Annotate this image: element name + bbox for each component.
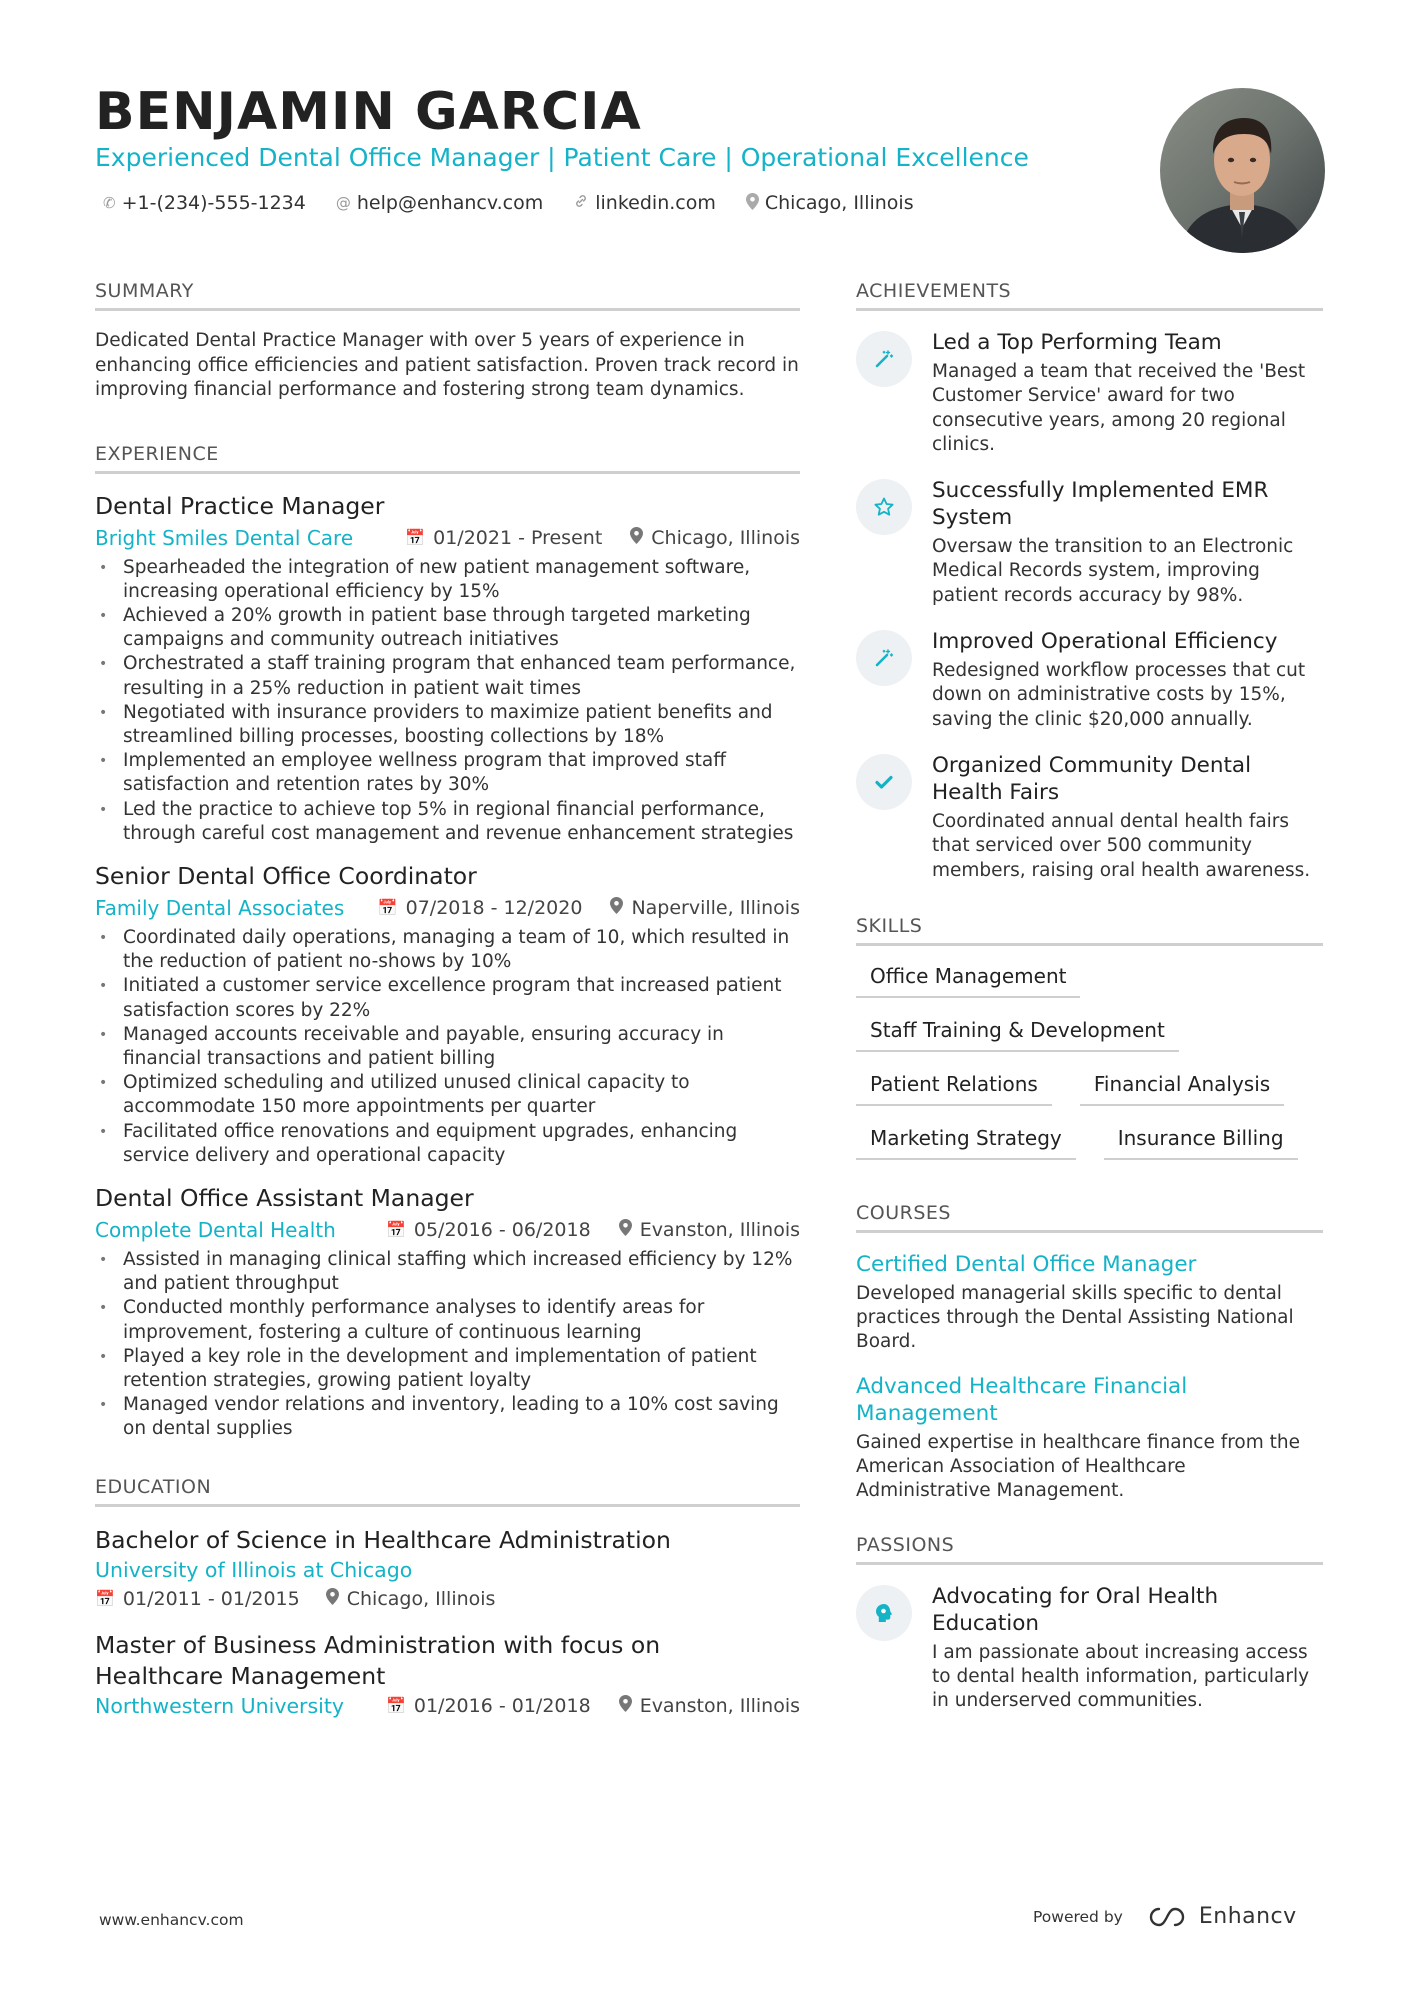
candidate-name: BENJAMIN GARCIA bbox=[95, 82, 642, 142]
location-pin-icon bbox=[619, 1219, 632, 1240]
location-pin-icon bbox=[746, 193, 759, 214]
contact-row bbox=[103, 192, 914, 214]
job-company: Family Dental Associates bbox=[95, 895, 345, 920]
job-location bbox=[610, 897, 800, 919]
achievements-heading: ACHIEVEMENTS bbox=[856, 280, 1323, 311]
contact-phone-text: +1-(234)-555-1234 bbox=[121, 192, 306, 214]
job-location bbox=[619, 1219, 800, 1241]
job-meta bbox=[95, 526, 800, 550]
job-item bbox=[95, 492, 800, 846]
education-location-text: Evanston, Illinois bbox=[639, 1694, 800, 1717]
job-item bbox=[95, 862, 800, 1168]
skills-row bbox=[856, 1018, 1323, 1052]
education-section bbox=[95, 1476, 800, 1718]
contact-phone[interactable] bbox=[103, 192, 306, 214]
job-bullet: • Managed vendor relations and inventory, leading to a 10% cost saving on dental supplies bbox=[95, 1393, 800, 1441]
job-location-text: Evanston, Illinois bbox=[639, 1218, 800, 1241]
achievement-description: Oversaw the transition to an Electronic Medical Records system, improving patient records accuracy by 98%. bbox=[932, 536, 1294, 606]
skill-tag: Insurance Billing bbox=[1104, 1126, 1298, 1160]
job-location-text: Chicago, Illinois bbox=[651, 526, 800, 549]
skill-tag: Office Management bbox=[856, 964, 1080, 998]
profile-photo bbox=[1160, 88, 1325, 253]
achievement-body bbox=[932, 329, 1323, 457]
job-bullet: • Conducted monthly performance analyses to identify areas for improvement, fostering a culture of continuous learning bbox=[95, 1296, 800, 1344]
achievement-title: Led a Top Performing Team bbox=[932, 330, 1222, 355]
job-date-text: 05/2016 - 06/2018 bbox=[413, 1218, 591, 1241]
job-date bbox=[405, 527, 602, 549]
magic-wand-icon bbox=[856, 630, 912, 686]
passions-section bbox=[856, 1534, 1323, 1714]
education-location bbox=[619, 1695, 800, 1717]
job-bullet: • Played a key role in the development and implementation of patient retention strategies, growing patient loyalty bbox=[95, 1345, 800, 1393]
experience-heading: EXPERIENCE bbox=[95, 443, 800, 474]
calendar-icon: 📅 bbox=[95, 1589, 115, 1609]
jobs-list bbox=[95, 492, 800, 1442]
job-company: Complete Dental Health bbox=[95, 1217, 336, 1242]
education-degree: Master of Business Administration with focus on Healthcare Management bbox=[95, 1630, 661, 1690]
achievement-item bbox=[856, 752, 1323, 883]
left-column bbox=[95, 280, 800, 1732]
job-date-text: 07/2018 - 12/2020 bbox=[405, 896, 583, 919]
achievements-section bbox=[856, 280, 1323, 883]
skills-list bbox=[856, 964, 1323, 1160]
education-heading: EDUCATION bbox=[95, 1476, 800, 1507]
calendar-icon: 📅 bbox=[385, 1220, 406, 1240]
passion-description: I am passionate about increasing access to dental health information, particularly in underserved communities. bbox=[932, 1641, 1310, 1712]
achievement-description: Managed a team that received the 'Best Customer Service' award for two consecutive years, among 20 regional clinics. bbox=[932, 361, 1306, 455]
brand-logo[interactable] bbox=[1147, 1904, 1297, 1929]
contact-linkedin[interactable] bbox=[573, 192, 716, 214]
job-bullet: • Facilitated office renovations and equipment upgrades, enhancing service delivery and operational capacity bbox=[95, 1120, 800, 1168]
education-item bbox=[95, 1630, 800, 1718]
achievements-list bbox=[856, 329, 1323, 883]
job-title: Dental Practice Manager bbox=[95, 491, 385, 520]
job-item bbox=[95, 1184, 800, 1442]
experience-section bbox=[95, 443, 800, 1442]
summary-section bbox=[95, 280, 800, 403]
footer-branding bbox=[1033, 1904, 1297, 1929]
calendar-icon: 📅 bbox=[385, 1696, 406, 1716]
brand-name: Enhancv bbox=[1198, 1904, 1297, 1929]
job-location-text: Naperville, Illinois bbox=[631, 896, 800, 919]
job-bullet: • Initiated a customer service excellence program that increased patient satisfaction scores by 22% bbox=[95, 974, 800, 1022]
contact-email-text: help@enhancv.com bbox=[356, 192, 544, 214]
skills-row bbox=[856, 1126, 1323, 1160]
courses-heading: COURSES bbox=[856, 1202, 1323, 1233]
achievement-item bbox=[856, 628, 1323, 732]
job-date-text: 01/2021 - Present bbox=[433, 526, 603, 549]
education-date bbox=[95, 1588, 300, 1610]
link-icon bbox=[573, 193, 589, 213]
job-meta bbox=[95, 1218, 800, 1242]
job-title: Senior Dental Office Coordinator bbox=[95, 861, 477, 890]
star-icon bbox=[856, 479, 912, 535]
achievement-title: Successfully Implemented EMR System bbox=[932, 478, 1269, 531]
job-bullet: • Achieved a 20% growth in patient base through targeted marketing campaigns and community outreach initiatives bbox=[95, 604, 800, 652]
job-bullet: • Spearheaded the integration of new patient management software, increasing operational efficiency by 15% bbox=[95, 556, 800, 604]
job-title: Dental Office Assistant Manager bbox=[95, 1183, 474, 1212]
achievement-item bbox=[856, 329, 1323, 457]
courses-section bbox=[856, 1202, 1323, 1504]
skills-heading: SKILLS bbox=[856, 915, 1323, 946]
job-bullet: • Implemented an employee wellness program that improved staff satisfaction and retention rates by 30% bbox=[95, 749, 800, 797]
job-bullets bbox=[95, 926, 800, 1168]
job-bullet: • Led the practice to achieve top 5% in regional financial performance, through careful cost management and revenue enhancement strategies bbox=[95, 798, 800, 846]
education-school: University of Illinois at Chicago bbox=[95, 1557, 413, 1582]
job-bullet: • Assisted in managing clinical staffing which increased efficiency by 12% and patient throughput bbox=[95, 1248, 800, 1296]
phone-icon: ✆ bbox=[103, 194, 116, 212]
summary-heading: SUMMARY bbox=[95, 280, 800, 311]
candidate-headline: Experienced Dental Office Manager | Patient Care | Operational Excellence bbox=[95, 143, 1029, 172]
skills-row bbox=[856, 964, 1323, 998]
job-bullet: • Orchestrated a staff training program that enhanced team performance, resulting in a 25% reduction in patient wait times bbox=[95, 652, 800, 700]
calendar-icon: 📅 bbox=[405, 528, 426, 547]
course-description: Developed managerial skills specific to dental practices through the Dental Assisting National Board. bbox=[856, 1282, 1294, 1353]
job-company: Bright Smiles Dental Care bbox=[95, 525, 354, 550]
course-title: Advanced Healthcare Financial Management bbox=[856, 1373, 1188, 1426]
location-pin-icon bbox=[619, 1695, 632, 1716]
achievement-item bbox=[856, 477, 1323, 608]
skills-row bbox=[856, 1072, 1323, 1106]
achievement-body bbox=[932, 628, 1323, 732]
powered-by-label: Powered by bbox=[1033, 1907, 1123, 1926]
magic-wand-icon bbox=[856, 331, 912, 387]
education-item bbox=[95, 1525, 800, 1610]
contact-linkedin-text: linkedin.com bbox=[595, 192, 716, 214]
education-school: Northwestern University bbox=[95, 1693, 345, 1718]
job-bullets bbox=[95, 1248, 800, 1442]
right-column bbox=[856, 280, 1323, 1734]
job-bullet: • Optimized scheduling and utilized unused clinical capacity to accommodate 150 more appointments per quarter bbox=[95, 1071, 800, 1119]
calendar-icon: 📅 bbox=[377, 898, 398, 918]
achievement-title: Improved Operational Efficiency bbox=[932, 629, 1278, 655]
summary-text: Dedicated Dental Practice Manager with over 5 years of experience in enhancing office efficiencies and patient satisfaction. Proven track record in improving financial performance and fostering strong team dynamics. bbox=[95, 330, 799, 400]
education-meta bbox=[95, 1694, 800, 1718]
at-icon: @ bbox=[335, 194, 351, 212]
contact-location-text: Chicago, Illinois bbox=[764, 192, 914, 214]
passion-item bbox=[856, 1583, 1323, 1714]
job-location bbox=[630, 527, 800, 549]
brain-head-icon bbox=[856, 1585, 912, 1641]
skill-tag: Financial Analysis bbox=[1080, 1072, 1284, 1106]
achievement-body bbox=[932, 752, 1323, 883]
contact-location bbox=[746, 192, 914, 214]
skills-section bbox=[856, 915, 1323, 1160]
achievement-body bbox=[932, 477, 1323, 608]
education-meta bbox=[95, 1588, 800, 1610]
education-date bbox=[386, 1695, 591, 1717]
job-date bbox=[386, 1219, 591, 1241]
job-bullet: • Negotiated with insurance providers to maximize patient benefits and streamlined billing processes, boosting collections by 18% bbox=[95, 701, 800, 749]
footer-website[interactable]: www.enhancv.com bbox=[99, 1911, 244, 1929]
course-item bbox=[856, 1251, 1323, 1355]
education-degree: Bachelor of Science in Healthcare Administration bbox=[95, 1525, 671, 1554]
skill-tag: Staff Training & Development bbox=[856, 1018, 1179, 1052]
achievement-description: Redesigned workflow processes that cut down on administrative costs by 15%, saving the clinic $20,000 annually. bbox=[932, 660, 1306, 730]
achievement-description: Coordinated annual dental health fairs that serviced over 500 community members, raising oral health awareness. bbox=[932, 810, 1311, 881]
job-meta bbox=[95, 896, 800, 920]
course-item bbox=[856, 1373, 1323, 1504]
education-location-text: Chicago, Illinois bbox=[346, 1587, 496, 1610]
checkmark-icon bbox=[856, 754, 912, 810]
passions-heading: PASSIONS bbox=[856, 1534, 1323, 1565]
contact-email[interactable] bbox=[336, 192, 543, 214]
location-pin-icon bbox=[326, 1588, 339, 1609]
education-date-text: 01/2011 - 01/2015 bbox=[122, 1587, 300, 1610]
passion-title: Advocating for Oral Health Education bbox=[932, 1583, 1219, 1636]
location-pin-icon bbox=[610, 897, 623, 918]
course-description: Gained expertise in healthcare finance from the American Association of Healthcare Administrative Management. bbox=[856, 1431, 1301, 1502]
job-bullets bbox=[95, 556, 800, 846]
job-bullet: • Coordinated daily operations, managing a team of 10, which resulted in the reduction of patient no-shows by 10% bbox=[95, 926, 800, 974]
job-date bbox=[378, 897, 583, 919]
education-location bbox=[326, 1588, 496, 1610]
skill-tag: Patient Relations bbox=[856, 1072, 1052, 1106]
enhancv-logo-icon bbox=[1147, 1905, 1193, 1929]
education-date-text: 01/2016 - 01/2018 bbox=[413, 1694, 591, 1717]
achievement-title: Organized Community Dental Health Fairs bbox=[932, 752, 1252, 805]
passion-body bbox=[932, 1583, 1323, 1714]
skill-tag: Marketing Strategy bbox=[856, 1126, 1076, 1160]
location-pin-icon bbox=[630, 527, 643, 548]
job-bullet: • Managed accounts receivable and payable, ensuring accuracy in financial transactions and patient billing bbox=[95, 1023, 800, 1071]
course-title: Certified Dental Office Manager bbox=[856, 1251, 1197, 1277]
